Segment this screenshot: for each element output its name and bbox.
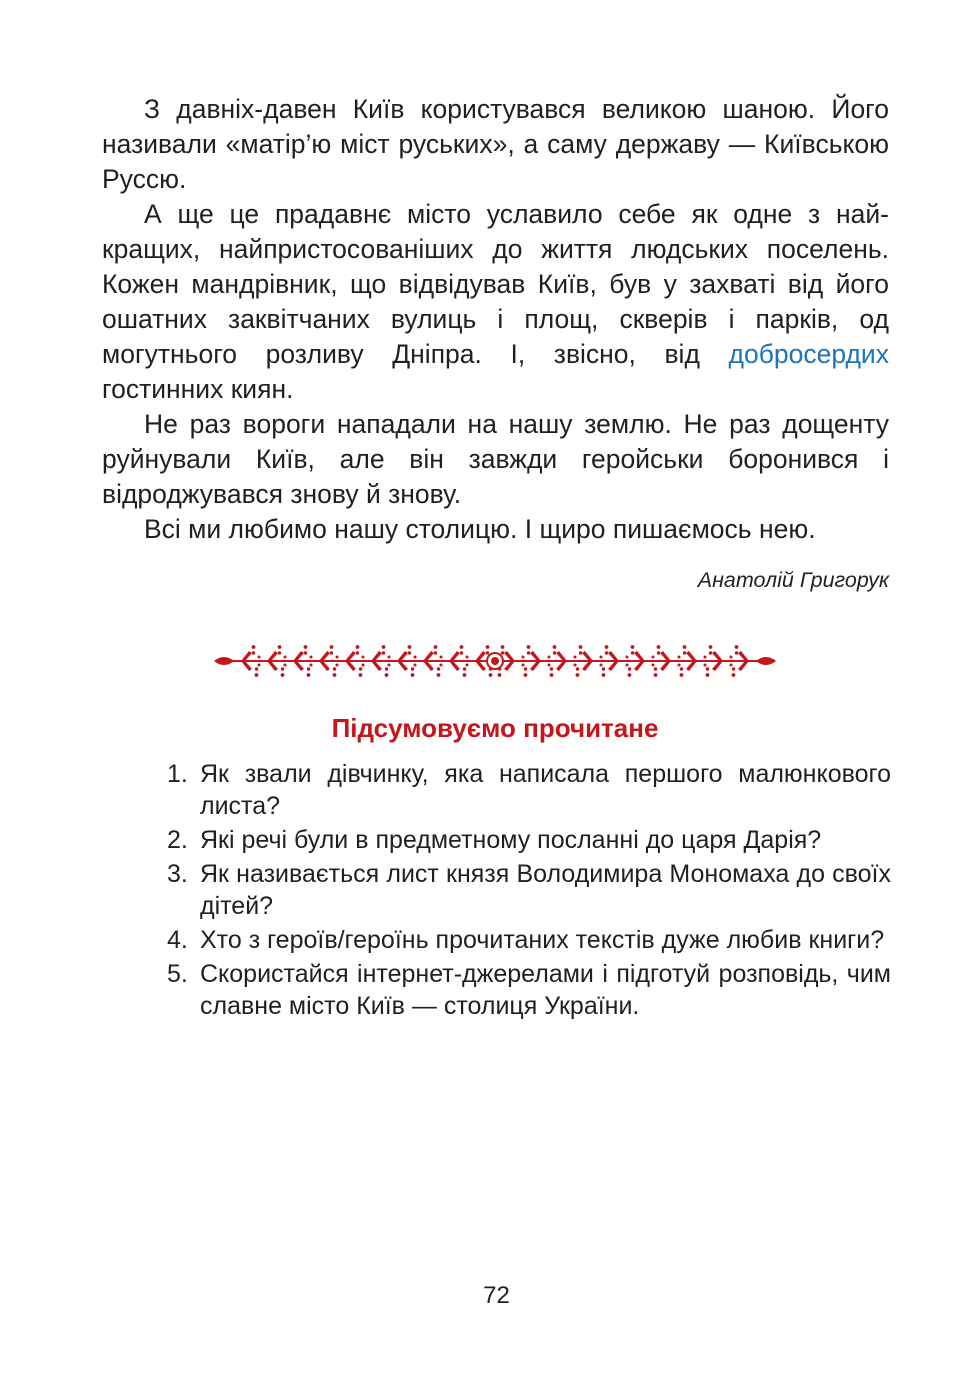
paragraph-text: гостинних киян. <box>102 374 294 404</box>
item-number: 2. <box>167 826 188 854</box>
item-number: 1. <box>167 760 188 788</box>
list-item <box>165 824 891 856</box>
item-text: Хто з героїв/героїнь прочитаних текстів дуже любив книги? <box>200 926 885 954</box>
item-number: 3. <box>167 860 188 888</box>
paragraph-text: А ще це прадавнє місто уславило себе як одне з найкращих, найпристосованіших до життя людських поселень. Кожен мандрівник, що відвідував Київ, був у захваті від його ошатних заквітчаних вулиць і площ, скверів і парків, од могутнього розливу Дніпра. І, звісно, від <box>102 199 889 369</box>
highlighted-word: добросердих <box>728 339 889 369</box>
item-text: Скористайся інтернет-джерелами і підготуй розповідь, чим славне місто Київ — столиця України. <box>200 960 891 1020</box>
list-item <box>165 958 891 1022</box>
page-number: 72 <box>483 1282 510 1309</box>
questions-list <box>165 758 891 1024</box>
list-item <box>165 758 891 822</box>
main-text <box>102 92 889 547</box>
author-name: Анатолій Григорук <box>697 568 889 592</box>
paragraph: Не раз вороги нападали на нашу землю. Не раз дощенту руйнували Київ, але він завжди геройськи боронився і відроджувався знову й знову. <box>102 409 889 509</box>
paragraph <box>102 197 889 407</box>
item-text: Які речі були в предметному посланні до царя Дарія? <box>200 826 822 854</box>
paragraph: З давніх-давен Київ користувався великою шаною. Його називали «матір’ю міст руських», а саму державу — Київською Руссю. <box>102 94 889 194</box>
item-number: 5. <box>167 960 188 988</box>
item-number: 4. <box>167 926 188 954</box>
embroidery-divider-icon <box>214 638 776 684</box>
list-item <box>165 858 891 922</box>
item-text: Як звали дівчинку, яка написала першого малюнкового листа? <box>200 760 891 820</box>
section-title: Підсумовуємо прочитане <box>331 713 659 743</box>
list-item <box>165 924 891 956</box>
item-text: Як називається лист князя Володимира Мономаха до своїх дітей? <box>200 860 891 920</box>
paragraph: Всі ми любимо нашу столицю. І щиро пишаємось нею. <box>144 514 816 544</box>
